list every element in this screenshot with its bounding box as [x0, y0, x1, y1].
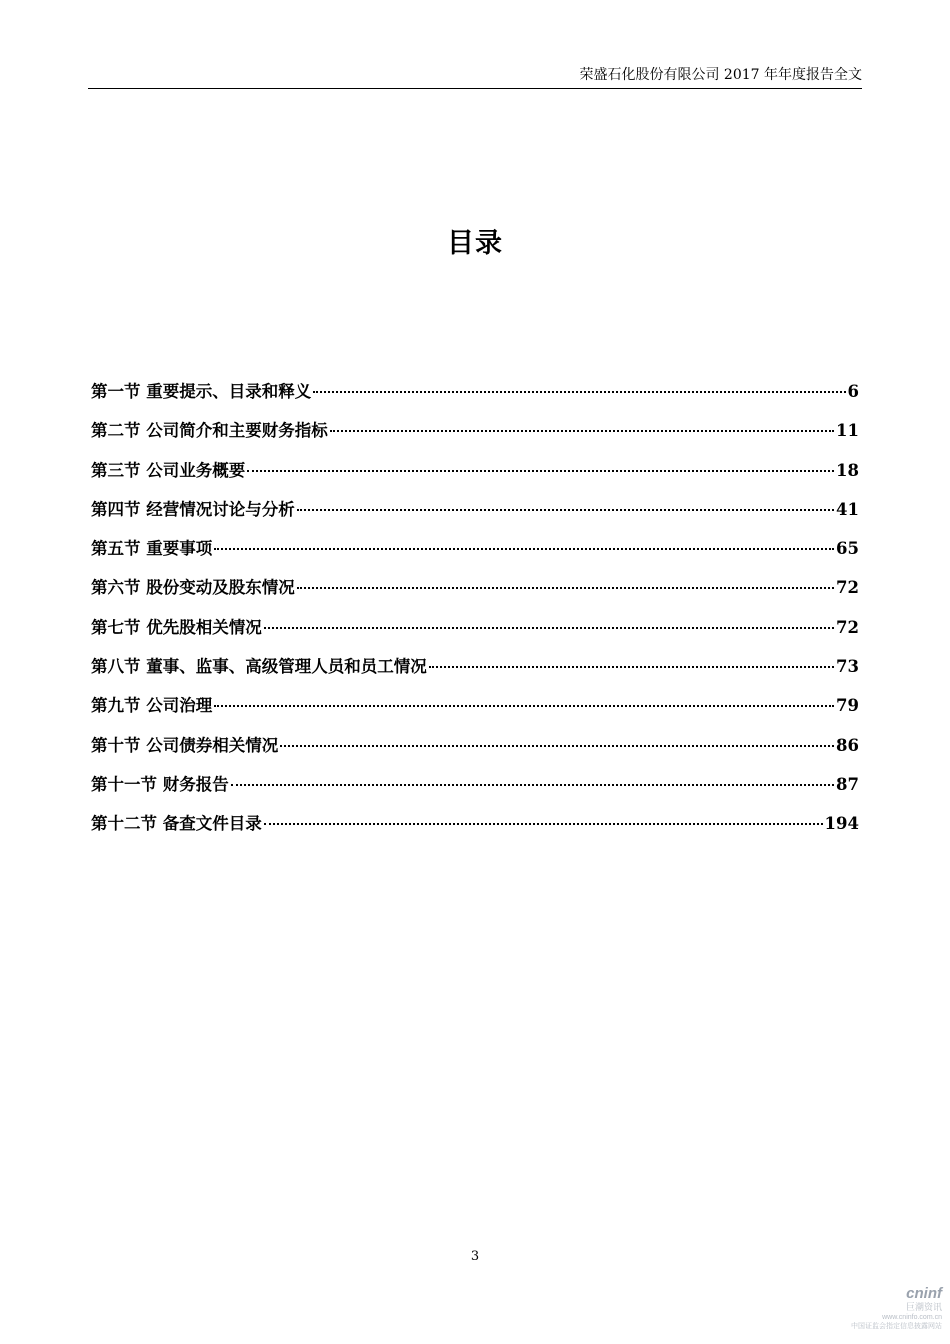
toc-item-label: 第十一节 财务报告 — [91, 774, 229, 794]
toc-item-label: 第九节 公司治理 — [91, 696, 213, 716]
table-of-contents — [91, 380, 859, 852]
toc-leader-dots — [297, 509, 834, 511]
toc-item[interactable] — [91, 576, 859, 615]
toc-item[interactable] — [91, 459, 859, 498]
toc-item-label: 第五节 重要事项 — [91, 539, 213, 559]
toc-item-label: 第四节 经营情况讨论与分析 — [91, 499, 295, 519]
toc-item-page: 18 — [836, 460, 859, 480]
toc-item-page: 72 — [836, 578, 859, 598]
header-title: 荣盛石化股份有限公司 2017 年年度报告全文 — [579, 67, 862, 83]
toc-leader-dots — [429, 666, 834, 668]
toc-item-page: 11 — [836, 421, 859, 441]
toc-item-label: 第八节 董事、监事、高级管理人员和员工情况 — [91, 657, 427, 677]
toc-leader-dots — [264, 627, 834, 629]
toc-item-label: 第七节 优先股相关情况 — [91, 617, 262, 637]
toc-leader-dots — [330, 430, 834, 432]
toc-item-page: 79 — [836, 696, 859, 716]
toc-item[interactable] — [91, 537, 859, 576]
watermark-logo: cninf — [906, 1285, 942, 1302]
toc-item-page: 87 — [836, 774, 859, 794]
toc-item-label: 第十二节 备查文件目录 — [91, 814, 262, 834]
toc-item-page: 65 — [836, 539, 859, 559]
toc-leader-dots — [264, 823, 823, 825]
toc-item[interactable] — [91, 380, 859, 419]
toc-leader-dots — [214, 705, 834, 707]
toc-leader-dots — [214, 548, 834, 550]
toc-item[interactable] — [91, 616, 859, 655]
watermark-name: 巨潮资讯 — [905, 1302, 942, 1312]
toc-leader-dots — [297, 587, 834, 589]
toc-item-page: 73 — [836, 657, 859, 677]
toc-item-page: 72 — [836, 617, 859, 637]
toc-item[interactable] — [91, 498, 859, 537]
cninfo-watermark — [832, 1286, 942, 1336]
toc-item-page: 86 — [836, 735, 859, 755]
toc-item[interactable] — [91, 655, 859, 694]
page-number: 3 — [470, 1249, 480, 1264]
toc-leader-dots — [231, 784, 834, 786]
toc-item[interactable] — [91, 773, 859, 812]
toc-item[interactable] — [91, 694, 859, 733]
toc-item-page: 6 — [847, 382, 859, 401]
toc-leader-dots — [280, 745, 834, 747]
toc-item-label: 第二节 公司简介和主要财务指标 — [91, 421, 328, 441]
toc-item-page: 41 — [836, 499, 859, 519]
toc-item-label: 第三节 公司业务概要 — [91, 460, 246, 480]
toc-item-label: 第六节 股份变动及股东情况 — [91, 578, 295, 598]
page-header — [88, 64, 862, 89]
watermark-org: 中国证监会指定信息披露网站 — [851, 1323, 942, 1330]
toc-item-label: 第十节 公司债券相关情况 — [91, 735, 279, 755]
toc-item-label: 第一节 重要提示、目录和释义 — [91, 382, 312, 401]
page-title: 目录 — [447, 228, 503, 259]
toc-item-page: 194 — [824, 814, 859, 834]
toc-item[interactable] — [91, 812, 859, 851]
toc-item[interactable] — [91, 419, 859, 458]
toc-leader-dots — [313, 391, 845, 393]
watermark-url: www.cninfo.com.cn — [882, 1314, 942, 1321]
toc-leader-dots — [247, 470, 834, 472]
toc-item[interactable] — [91, 734, 859, 773]
